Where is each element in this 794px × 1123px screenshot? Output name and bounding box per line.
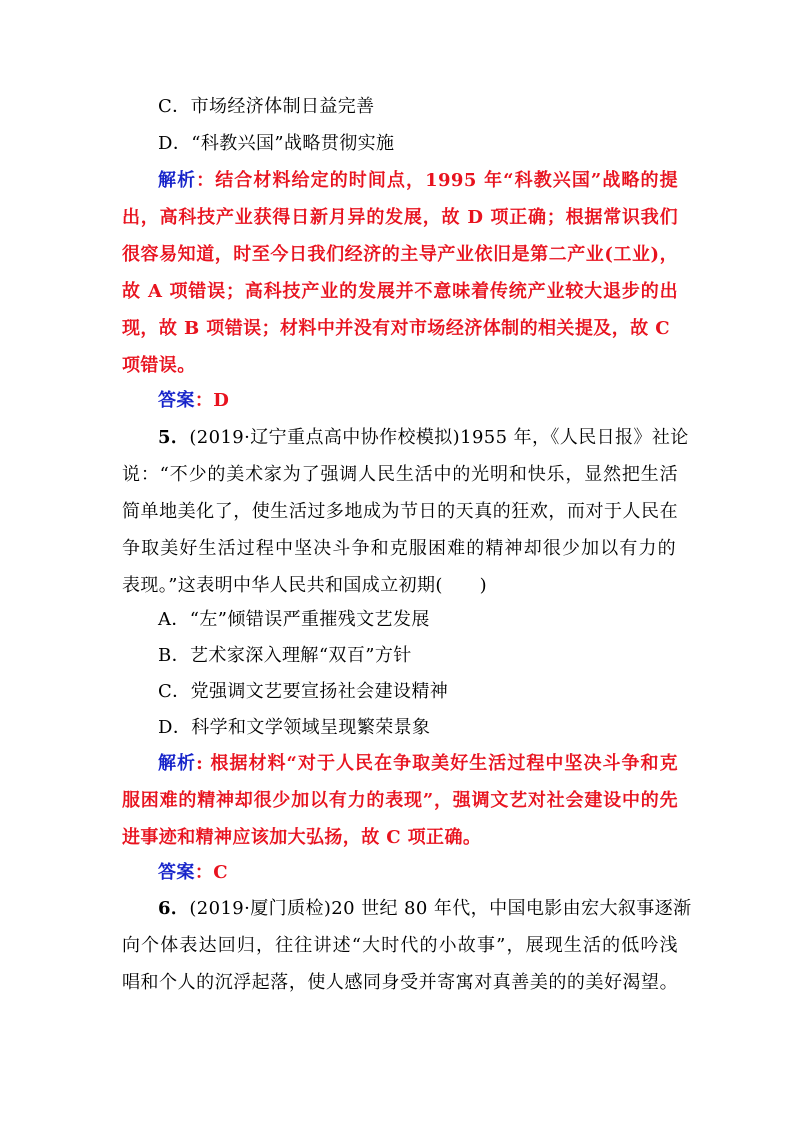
q5-option-a: A．“左”倾错误严重摧残文艺发展 bbox=[158, 609, 430, 630]
q4-answer-label: 答案 bbox=[158, 390, 195, 411]
q4-analysis-line-5: 现，故 B 项错误；材料中并没有对市场经济体制的相关提及，故 C bbox=[122, 318, 670, 339]
q5-stem-line-1 bbox=[158, 419, 689, 456]
q4-option-d: D．“科教兴国”战略贯彻实施 bbox=[158, 133, 395, 154]
q5-stem-line-3: 简单地美化了，使生活过多地成为节日的天真的狂欢，而对于人民在 bbox=[122, 501, 678, 522]
q5-option-b: B．艺术家深入理解“双百”方针 bbox=[158, 645, 412, 666]
q5-stem-line-4: 争取美好生活过程中坚决斗争和克服困难的精神却很少加以有力的 bbox=[122, 538, 676, 559]
q5-number: 5． bbox=[158, 427, 190, 448]
q4-option-c: C．市场经济体制日益完善 bbox=[158, 96, 375, 117]
q4-analysis-line-3: 很容易知道，时至今日我们经济的主导产业依旧是第二产业(工业)， bbox=[122, 244, 678, 265]
q4-analysis-line-6: 项错误。 bbox=[122, 355, 196, 376]
q5-stem-text-1: (2019·辽宁重点高中协作校模拟)1955 年，《人民日报》社论 bbox=[189, 427, 689, 448]
q4-analysis-line-4: 故 A 项错误；高科技产业的发展并不意味着传统产业较大退步的出 bbox=[122, 281, 678, 302]
q6-number: 6． bbox=[158, 898, 190, 919]
q5-answer bbox=[158, 854, 678, 891]
q5-analysis-text-1: : 根据材料“对于人民在争取美好生活过程中坚决斗争和克 bbox=[196, 753, 678, 774]
q6-stem-line-3: 唱和个人的沉浮起落，使人感同身受并寄寓对真善美的的美好渴望。 bbox=[122, 972, 678, 993]
q5-analysis-line-2: 服困难的精神却很少加以有力的表现”，强调文艺对社会建设中的先 bbox=[122, 790, 678, 811]
q6-stem-line-1 bbox=[158, 890, 692, 927]
q4-answer bbox=[158, 382, 678, 419]
q4-analysis-line-1 bbox=[158, 162, 678, 199]
q4-answer-value: ：D bbox=[194, 390, 230, 411]
q5-analysis-label: 解析 bbox=[158, 753, 197, 774]
q5-option-c: C．党强调文艺要宣扬社会建设精神 bbox=[158, 681, 449, 702]
q5-stem-line-2: 说：“不少的美术家为了强调人民生活中的光明和快乐，显然把生活 bbox=[122, 464, 678, 485]
q4-analysis-line-2: 出，高科技产业获得日新月异的发展，故 D 项正确；根据常识我们 bbox=[122, 207, 678, 228]
q5-analysis-line-1 bbox=[158, 745, 678, 782]
q6-stem-text-1: (2019·厦门质检)20 世纪 80 年代，中国电影由宏大叙事逐渐 bbox=[189, 898, 692, 919]
q5-option-d: D．科学和文学领域呈现繁荣景象 bbox=[158, 717, 431, 738]
q4-analysis-text-1: ：结合材料给定的时间点，1995 年“科教兴国”战略的提 bbox=[196, 170, 678, 191]
q5-analysis-line-3: 进事迹和精神应该加大弘扬，故 C 项正确。 bbox=[122, 827, 482, 848]
q6-stem-line-2: 向个体表达回归，往往讲述“大时代的小故事”，展现生活的低吟浅 bbox=[122, 935, 678, 956]
q5-stem-line-5: 表现。”这表明中华人民共和国成立初期( ) bbox=[122, 575, 488, 596]
q5-answer-label: 答案 bbox=[158, 862, 195, 883]
q4-analysis-label: 解析 bbox=[158, 170, 197, 191]
q5-answer-value: ：C bbox=[194, 862, 228, 883]
